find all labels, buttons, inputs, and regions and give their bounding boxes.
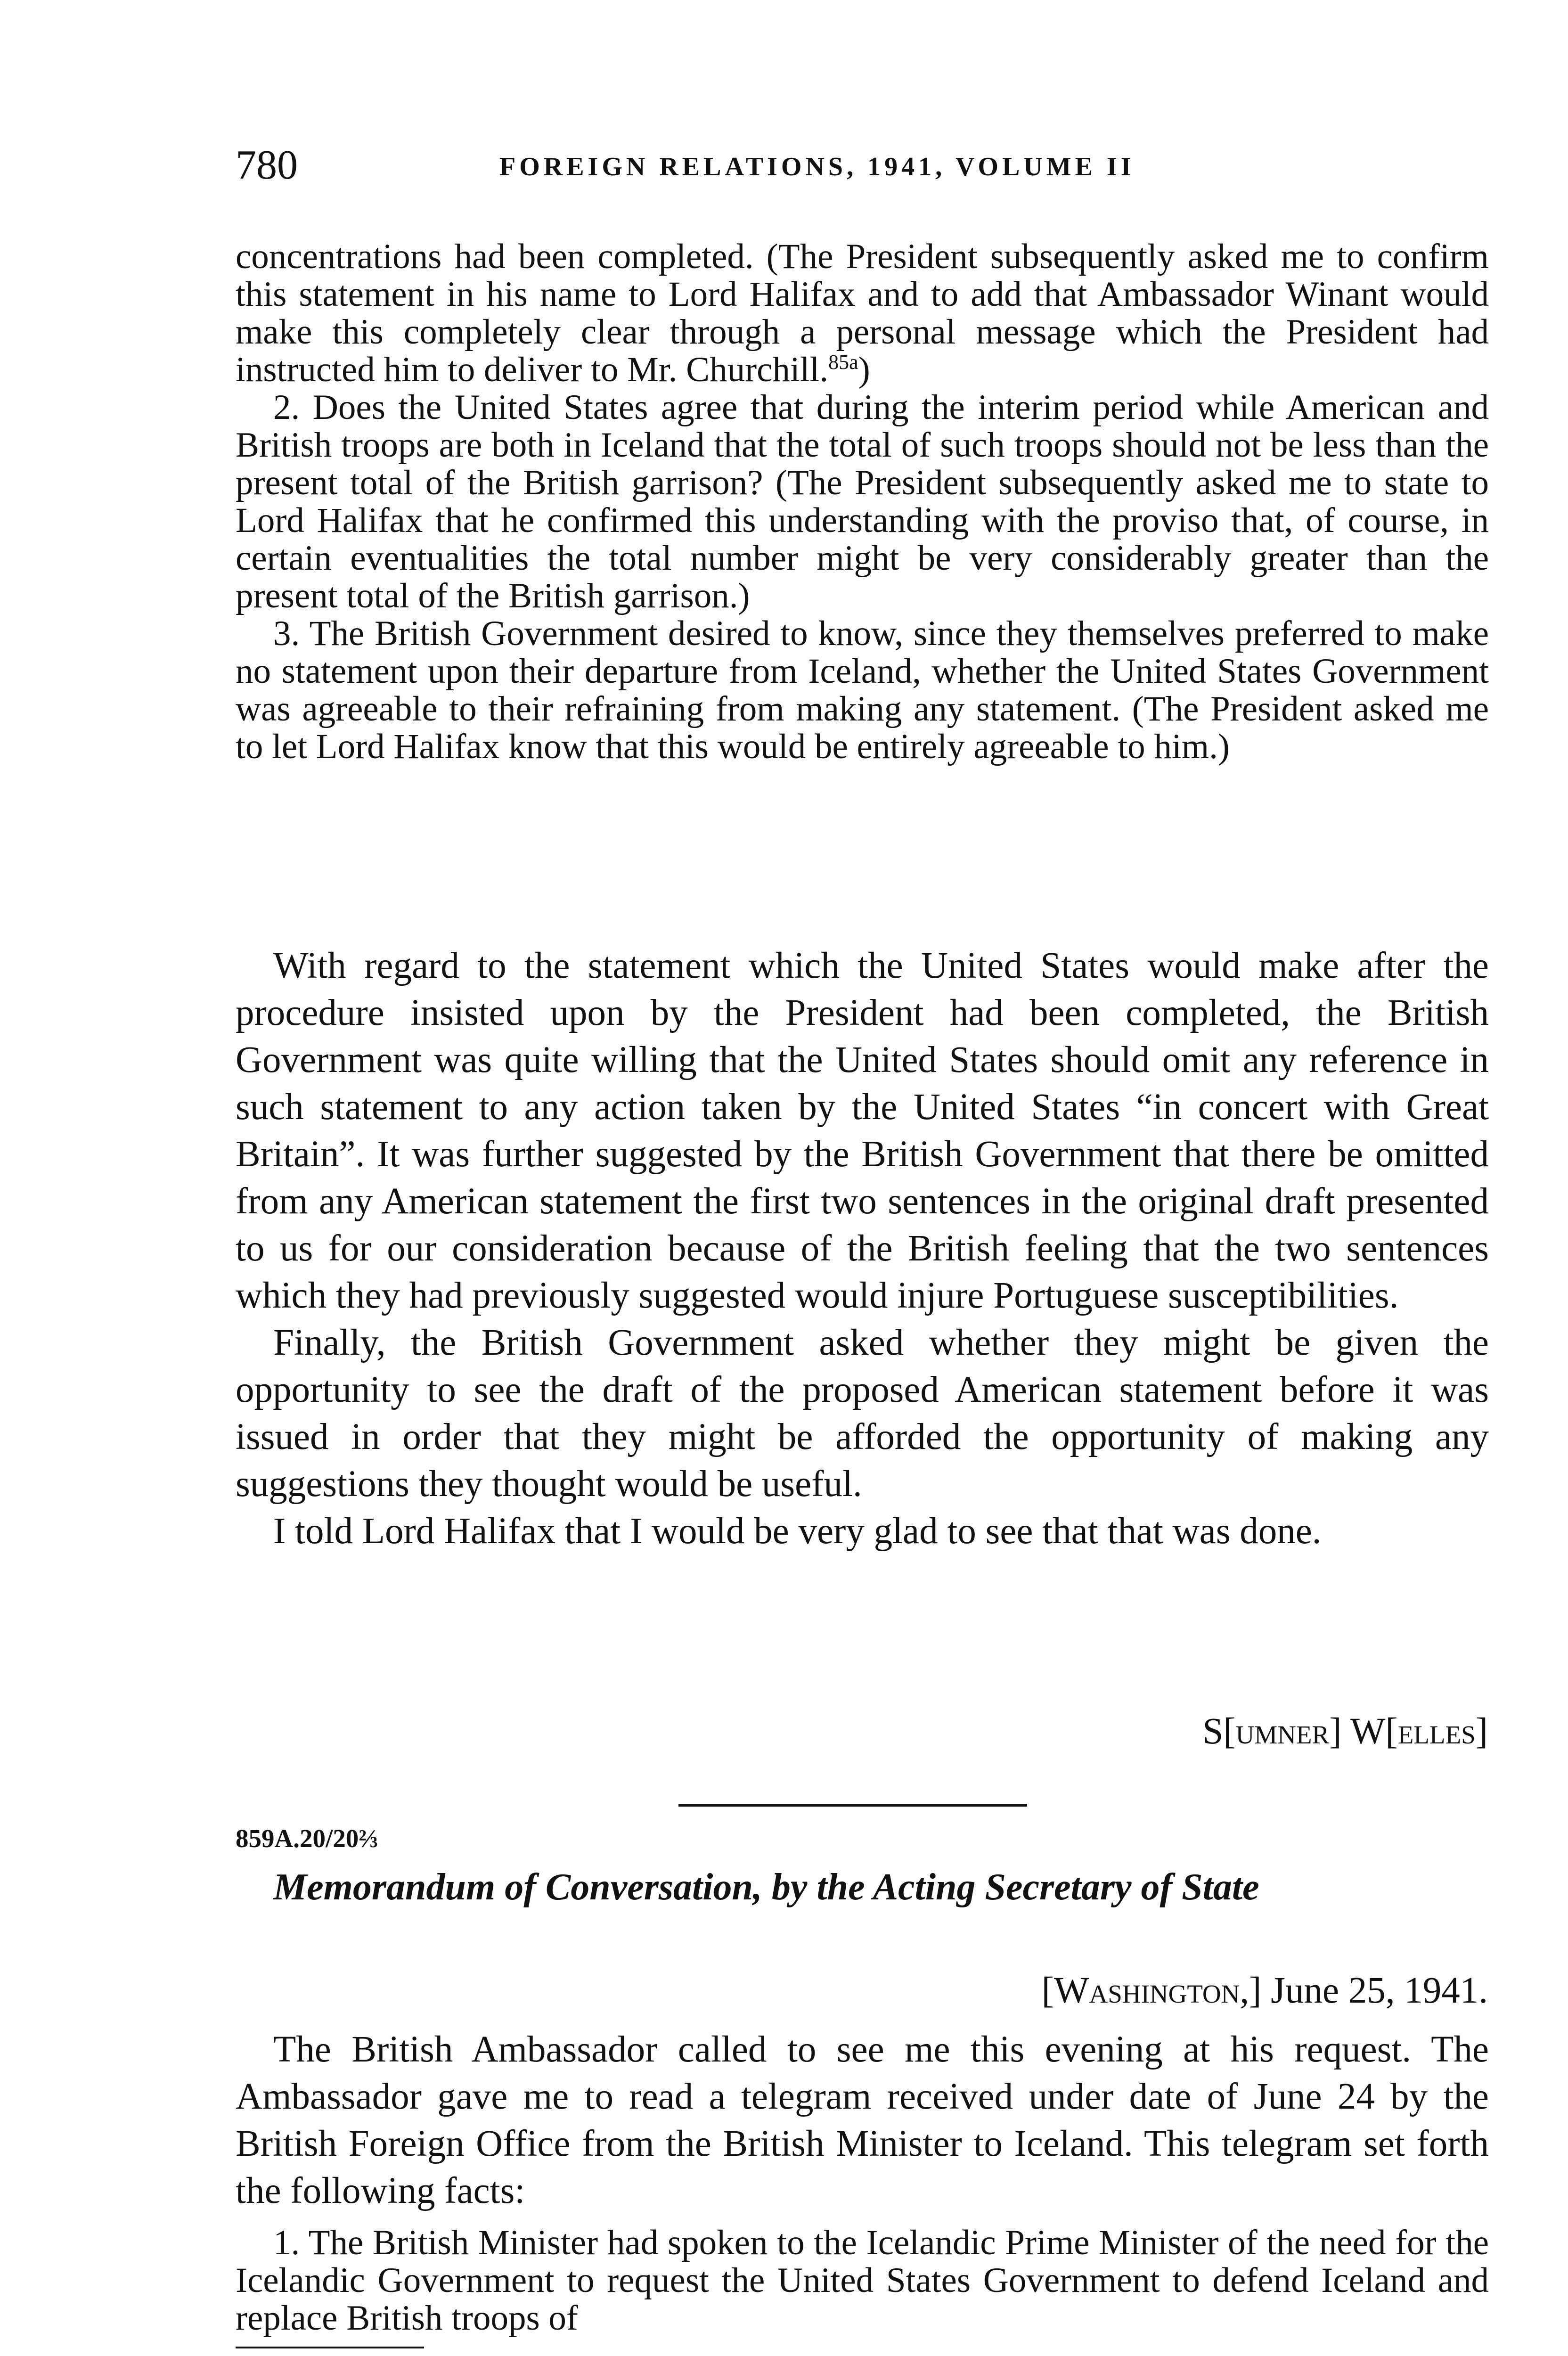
paragraph-item-3: 3. The British Government desired to know, since they themselves preferred to make no statement upon their departure from Iceland, whether the United States Government was agreeable to their refraining from making any statement. (The President asked me to let Lord Halifax know that this would be entirely agreeable to him.) xyxy=(236,614,1489,766)
paragraph-i-told: I told Lord Halifax that I would be very glad to see that that was done. xyxy=(273,1511,1322,1552)
document-title: Memorandum of Conversation, by the Acting Secretary of State xyxy=(273,1866,1259,1908)
running-title: FOREIGN RELATIONS, 1941, VOLUME II xyxy=(499,152,1135,181)
memo-numbered-section xyxy=(236,2224,1489,2337)
dateline: [Washington,] June 25, 1941. xyxy=(1041,1970,1488,2011)
paragraph-statement: With regard to the statement which the United States would make after the procedure insisted upon by the President had been completed, the British Government was quite willing that the United States should omit any reference in such statement to any action taken by the United States “in concert with Great Britain”. It was further suggested by the British Government that there be omitted from any American statement the first two sentences in the original draft presented to us for our consideration because of the British feeling that the two sentences which they had previously suggested would injure Portuguese susceptibilities. xyxy=(236,945,1489,1316)
memo-body xyxy=(236,2026,1489,2215)
memo-continued-numbered-section xyxy=(236,238,1489,766)
memo-continued-body xyxy=(236,942,1489,1555)
signature: S[umner] W[elles] xyxy=(1202,1711,1488,1752)
paragraph-concentrations: concentrations had been completed. (The President subsequently asked me to confirm this statement in his name to Lord Halifax and to add that Ambassador Winant would make this completely clear through a personal message which the President had instructed him to deliver to Mr. Churchill.$^{85a}$) xyxy=(236,237,1489,389)
running-head xyxy=(236,141,1489,193)
footnote-divider xyxy=(236,2347,424,2348)
paragraph-finally: Finally, the British Government asked whether they might be given the opportunity to see the draft of the proposed American statement before it was issued in order that they might be afforded the opportunity of making any suggestions they thought would be useful. xyxy=(236,1322,1489,1505)
paragraph-ambassador-called: The British Ambassador called to see me this evening at his request. The Ambassador gave me to read a telegram received under date of June 24 by the British Foreign Office from the British Minister to Iceland. This telegram set forth the following facts: xyxy=(236,2029,1489,2211)
footnote-ref: 85a xyxy=(828,351,858,374)
page-number: 780 xyxy=(236,142,298,188)
file-number: 859A.20/20⅔ xyxy=(236,1824,378,1853)
paragraph-item-1: 1. The British Minister had spoken to the Icelandic Prime Minister of the need for the Icelandic Government to request the United States Government to defend Iceland and replace British troops of xyxy=(236,2223,1489,2338)
section-divider xyxy=(678,1804,1027,1807)
paragraph-item-2: 2. Does the United States agree that during the interim period while American and British troops are both in Iceland that the total of such troops should not be less than the present total of the British garrison? (The President subsequently asked me to state to Lord Halifax that he confirmed this understanding with the proviso that, of course, in certain eventualities the total number might be very considerably greater than the present total of the British garrison.) xyxy=(236,388,1489,615)
